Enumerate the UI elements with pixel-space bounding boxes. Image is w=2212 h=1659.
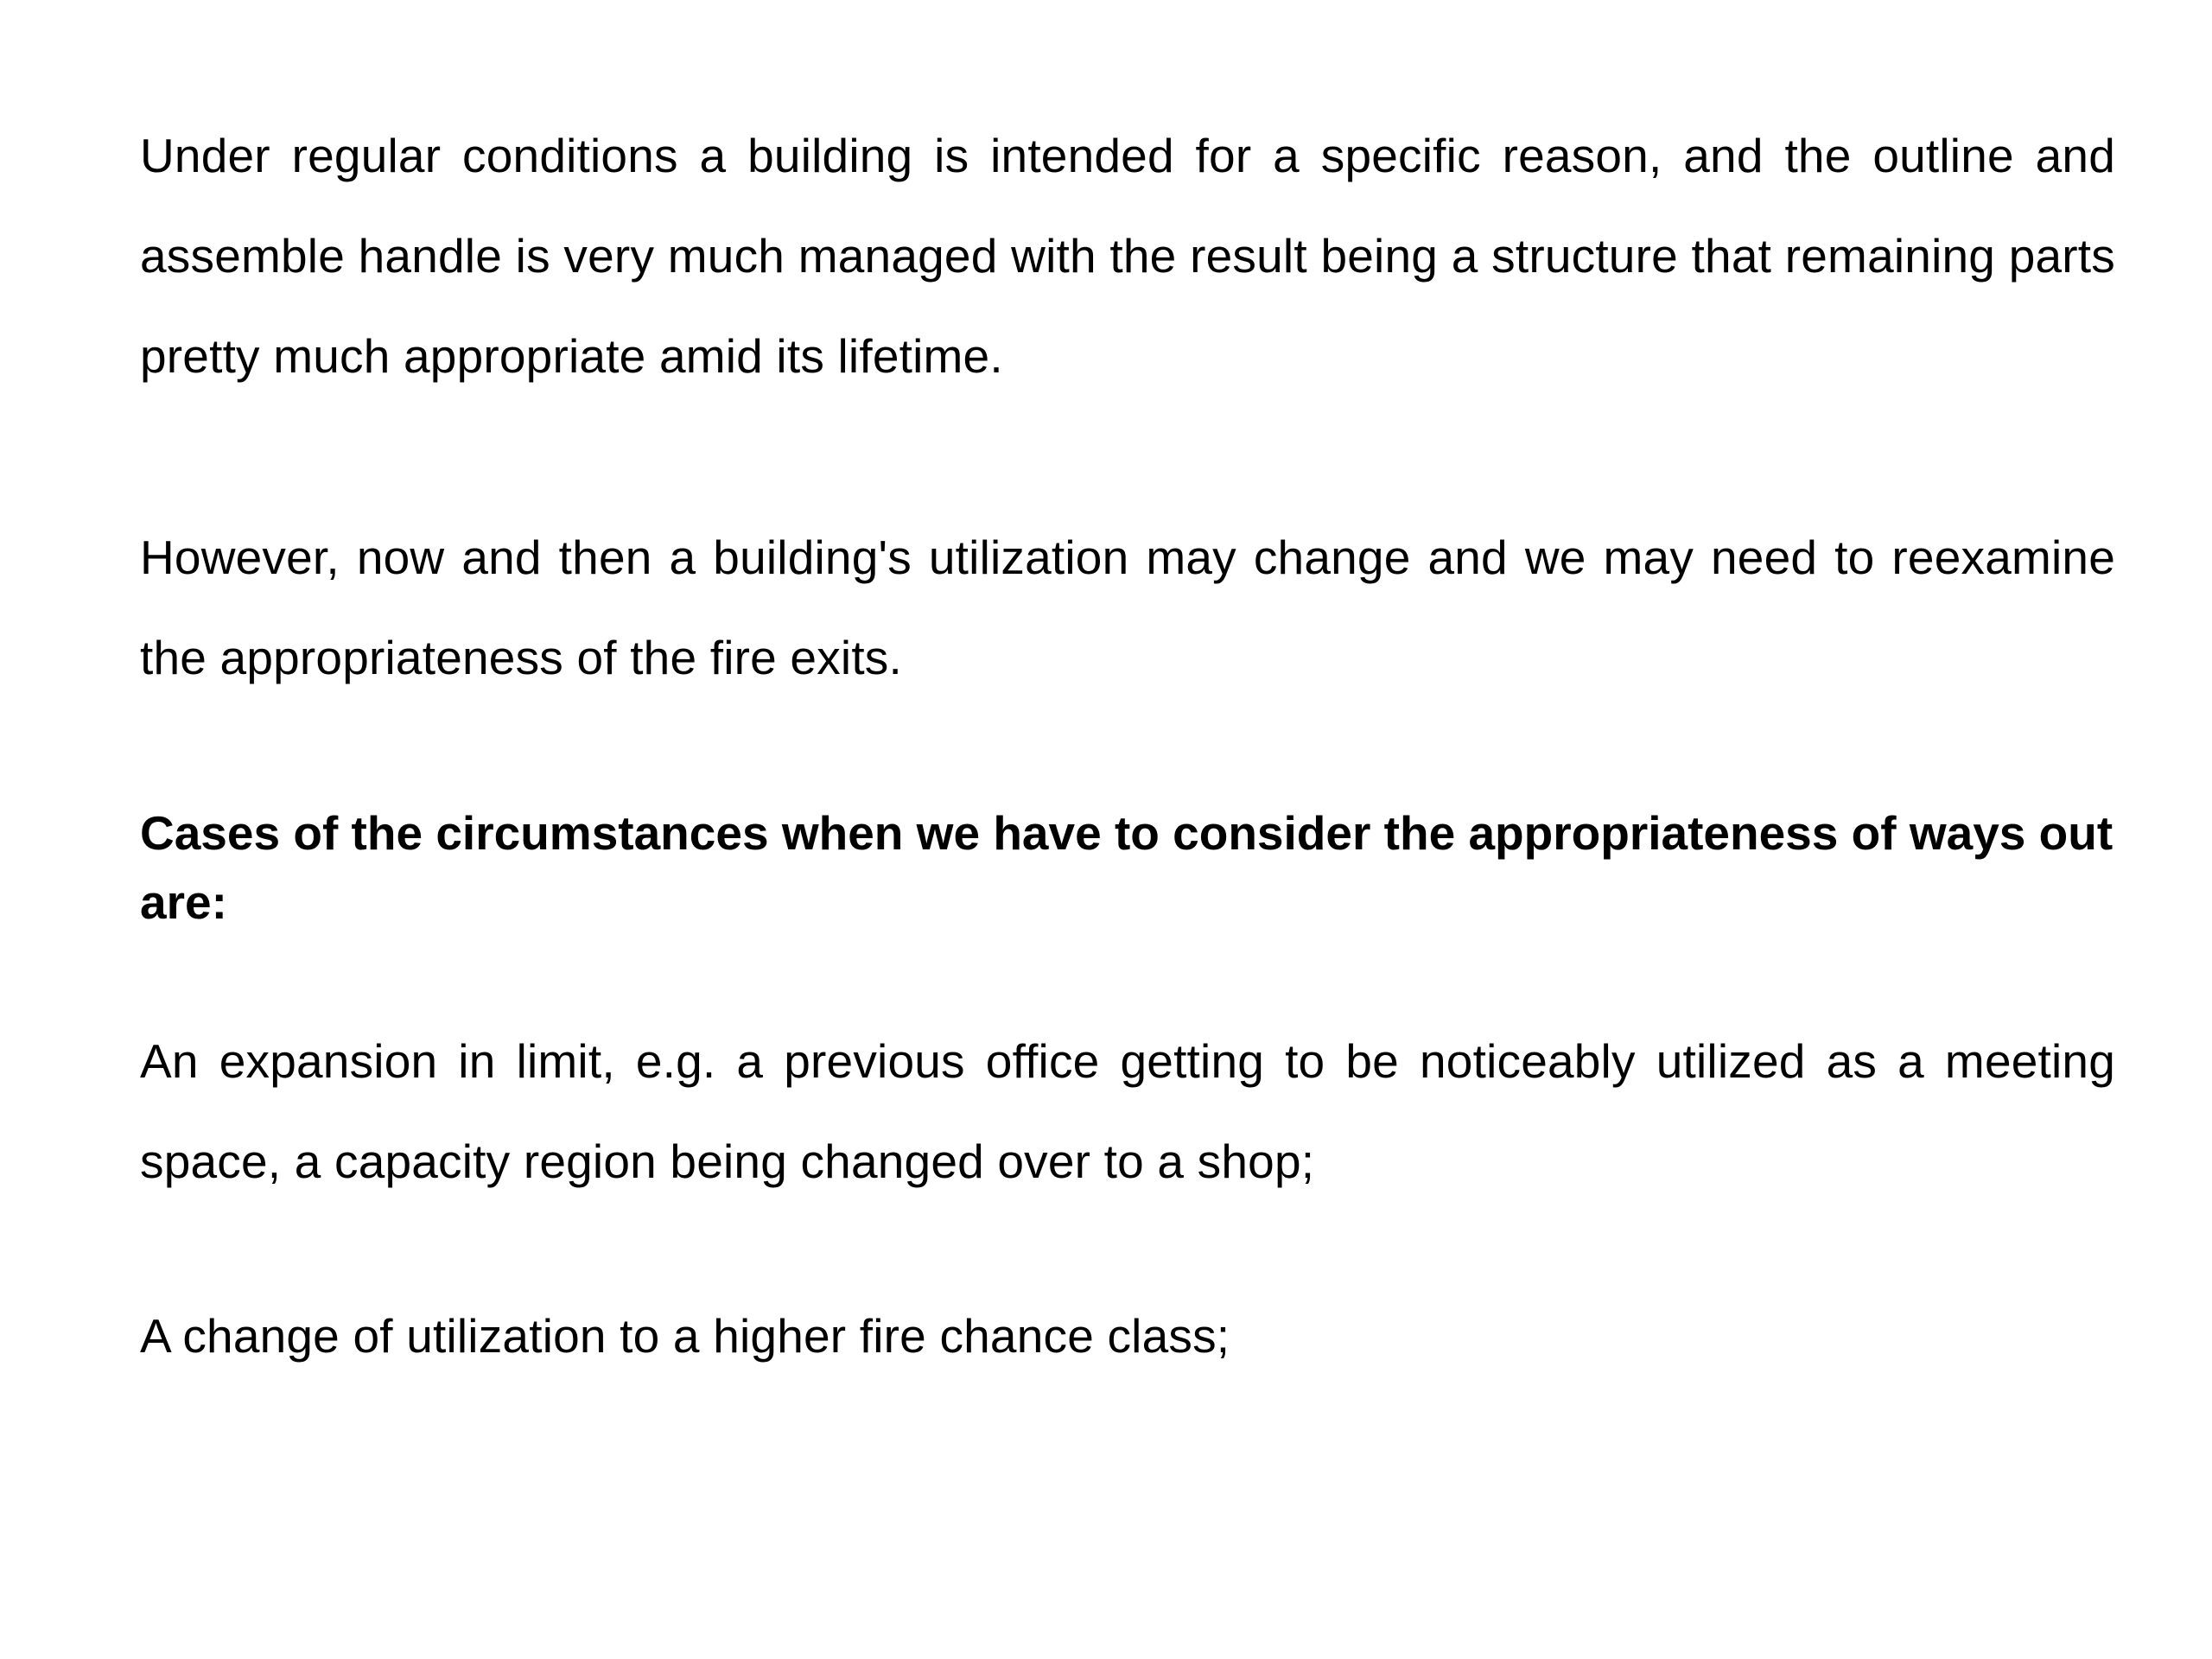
- paragraph-change-of-utilization: However, now and then a building's utilization may change and we may need to reexamine the appropriateness of the fire exits.: [140, 531, 2115, 684]
- cases-heading: Cases of the circumstances when we have to consider the appropriateness of ways out are:: [140, 806, 2113, 929]
- case-expansion-in-limit: An expansion in limit, e.g. a previous office getting to be noticeably utilized as a meeting space, a capacity region being changed over to a shop;: [140, 1034, 2115, 1188]
- paragraph-intended-use: Under regular conditions a building is intended for a specific reason, and the outline and assemble handle is very much managed with the result being a structure that remaining parts pretty much appropriate amid its lifetime.: [140, 129, 2115, 383]
- case-higher-fire-class: A change of utilization to a higher fire chance class;: [140, 1309, 1230, 1363]
